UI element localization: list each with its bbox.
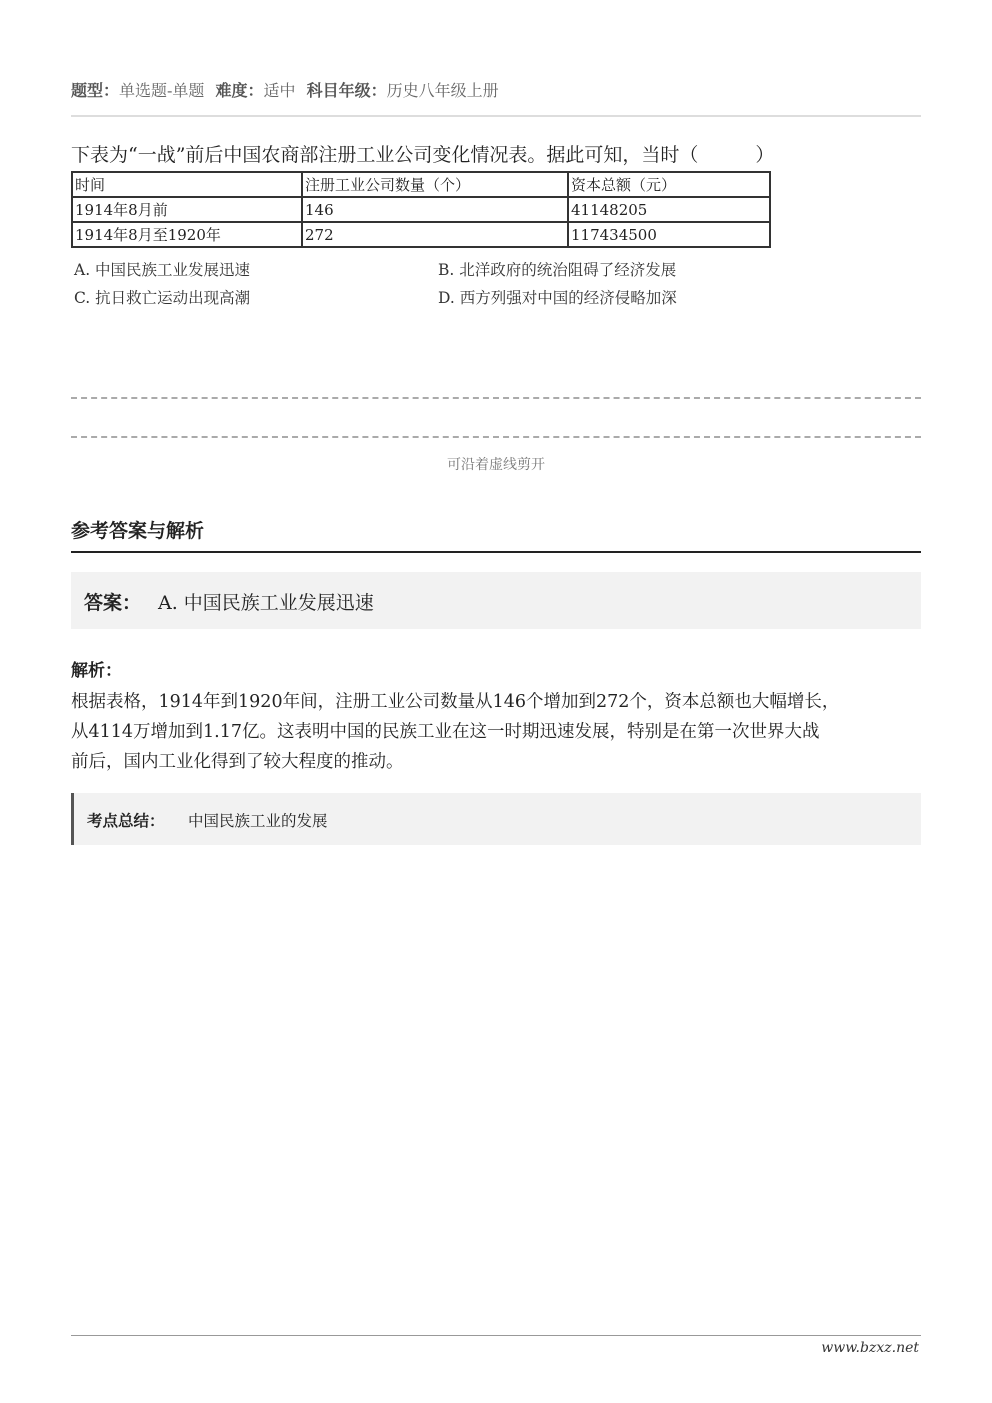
divider: [71, 551, 921, 553]
analysis-label: 解析：: [71, 661, 122, 681]
header-cell: 注册工业公司数量（个）: [302, 172, 568, 197]
table-cell: 41148205: [568, 197, 770, 222]
summary-value: 中国民族工业的发展: [188, 812, 328, 830]
question-stem: 下表为“一战”前后中国农商部注册工业公司变化情况表。据此可知，当时（ ）: [71, 144, 775, 166]
table-cell: 272: [302, 222, 568, 247]
cut-hint: 可沿着虚线剪开: [447, 457, 545, 473]
table-header-row: [72, 172, 770, 197]
cut-line: [71, 436, 921, 438]
subject-label: 科目年级：: [306, 81, 387, 100]
table-row: [72, 197, 770, 222]
cut-line: [71, 397, 921, 399]
divider: [71, 115, 921, 117]
type-value: 单选题-单题: [119, 81, 205, 100]
option-d: D. 西方列强对中国的经济侵略加深: [438, 289, 677, 307]
data-table: [71, 171, 771, 248]
answer-heading: 参考答案与解析: [71, 520, 205, 542]
answer-value: A. 中国民族工业发展迅速: [158, 592, 374, 614]
type-label: 题型：: [71, 81, 120, 100]
table-row: [72, 222, 770, 247]
header-cell: 时间: [72, 172, 302, 197]
header-cell: 资本总额（元）: [568, 172, 770, 197]
table-cell: 146: [302, 197, 568, 222]
analysis-line: 根据表格，1914年到1920年间，注册工业公司数量从146个增加到272个，资本总额也大幅增长，: [71, 692, 840, 712]
difficulty-label: 难度：: [215, 81, 264, 100]
difficulty-value: 适中: [263, 81, 296, 100]
footer-divider: [71, 1335, 921, 1336]
analysis-line: 前后，国内工业化得到了较大程度的推动。: [71, 752, 404, 772]
answer-label: 答案：: [84, 592, 142, 614]
option-c: C. 抗日救亡运动出现高潮: [74, 289, 251, 307]
option-b: B. 北洋政府的统治阻碍了经济发展: [438, 261, 677, 279]
table-cell: 1914年8月至1920年: [72, 222, 302, 247]
table-cell: 117434500: [568, 222, 770, 247]
analysis-line: 从4114万增加到1.17亿。这表明中国的民族工业在这一时期迅速发展，特别是在第一次世界大战: [71, 722, 820, 742]
option-a: A. 中国民族工业发展迅速: [74, 261, 251, 279]
question-meta: [71, 78, 505, 101]
subject-value: 历史八年级上册: [386, 81, 499, 100]
table-cell: 1914年8月前: [72, 197, 302, 222]
footer-site: www.bzxz.net: [821, 1340, 919, 1356]
summary-label: 考点总结：: [87, 812, 165, 830]
